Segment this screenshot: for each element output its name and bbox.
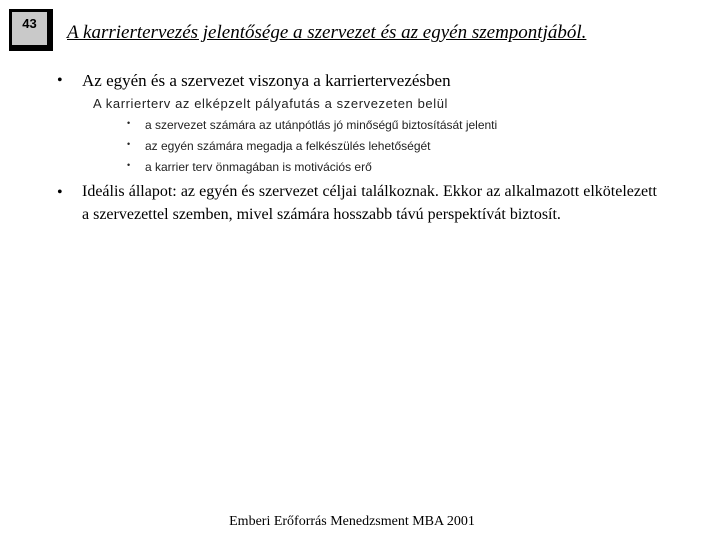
bullet-1-text: Az egyén és a szervezet viszonya a karriertervezésben	[82, 71, 451, 90]
slide-number-badge	[9, 9, 53, 51]
bullet-marker: •	[57, 184, 63, 201]
list-item-text: a szervezet számára az utánpótlás jó minőségű biztosítását jelenti	[145, 118, 498, 132]
slide-title: A karriertervezés jelentősége a szervezet és az egyén szempontjából.	[67, 22, 587, 43]
bullet-marker: •	[57, 72, 63, 89]
slide-number: 43	[12, 12, 50, 48]
sub-point-text: A karrierterv az elképzelt pályafutás a szervezeten belül	[93, 96, 449, 111]
list-item-text: az egyén számára megadja a felkészülés lehetőségét	[145, 139, 431, 153]
bullet-marker: •	[127, 139, 131, 149]
bullet-2-text: Ideális állapot: az egyén és szervezet céljai találkoznak. Ekkor az alkalmazott elkötelezett a szervezettel szemben, mivel számára hosszabb távú perspektívát biztosít.	[82, 183, 657, 223]
bullet-marker: •	[127, 160, 131, 170]
list-item-text: a karrier terv önmagában is motivációs erő	[145, 160, 372, 174]
bullet-marker: •	[127, 118, 131, 128]
slide-footer: Emberi Erőforrás Menedzsment MBA 2001	[229, 514, 475, 529]
